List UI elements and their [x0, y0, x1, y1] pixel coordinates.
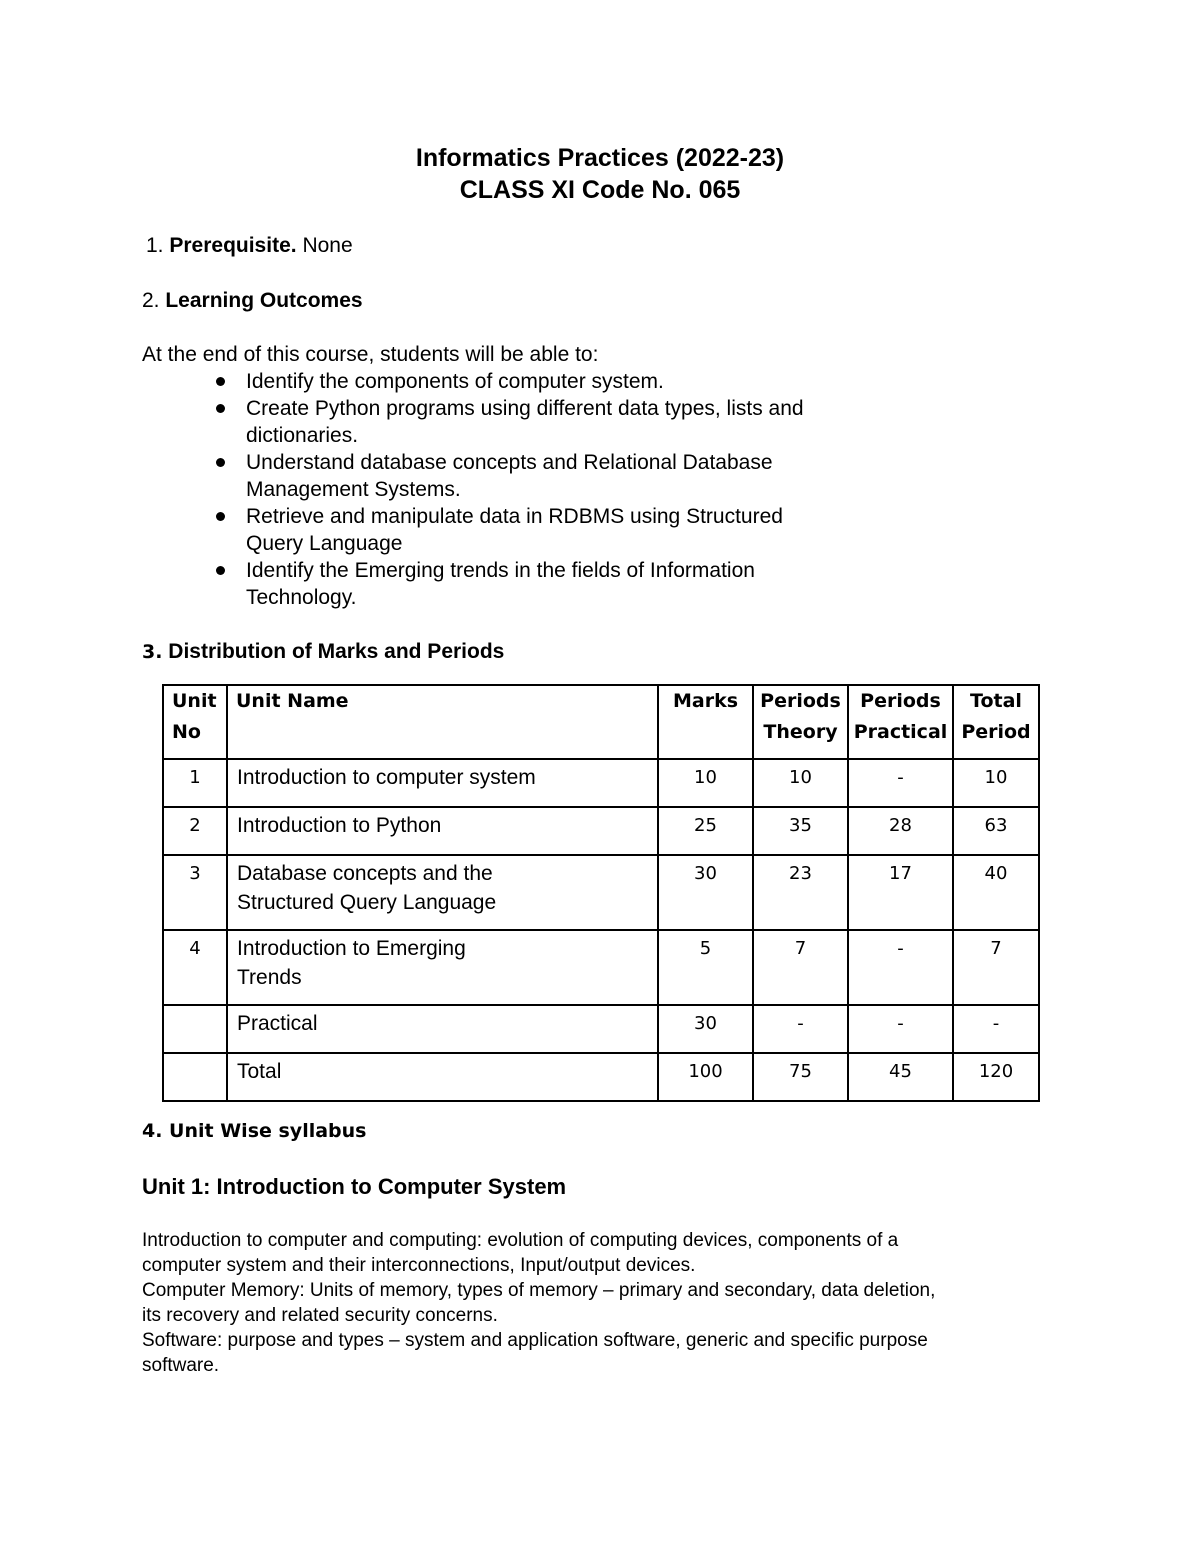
cell-unit-no	[163, 1005, 227, 1053]
cell-total-period: 7	[953, 930, 1039, 1005]
cell-periods-theory: 35	[753, 807, 848, 855]
prerequisite-value: None	[302, 234, 353, 257]
prerequisite-line	[146, 232, 353, 259]
column-header-periods-theory: Periods Theory	[753, 685, 848, 759]
list-item-text: Query Language	[246, 532, 403, 555]
cell-total-period: -	[953, 1005, 1039, 1053]
list-item-text: Management Systems.	[246, 478, 461, 501]
cell-marks: 30	[658, 855, 753, 930]
table-header-row	[163, 685, 1039, 759]
bullet-icon	[216, 566, 225, 575]
distribution-number: 3.	[142, 641, 163, 663]
cell-marks: 30	[658, 1005, 753, 1053]
table-row	[163, 930, 1039, 1005]
unit1-paragraph: Software: purpose and types – system and application software, generic and specific purpose software.	[142, 1330, 928, 1376]
learning-outcomes-heading	[142, 287, 363, 314]
cell-unit-name: Introduction to computer system	[227, 759, 658, 807]
cell-unit-name: Practical	[227, 1005, 658, 1053]
learning-outcomes-number: 2.	[142, 289, 160, 312]
table-row	[163, 807, 1039, 855]
list-item-text: Retrieve and manipulate data in RDBMS using Structured	[246, 505, 783, 528]
unit-wise-syllabus-heading: 4. Unit Wise syllabus	[142, 1120, 367, 1142]
prerequisite-label: Prerequisite.	[169, 234, 297, 257]
cell-unit-no: 2	[163, 807, 227, 855]
cell-unit-name: Total	[227, 1053, 658, 1101]
cell-periods-practical: 17	[848, 855, 953, 930]
list-item-text: Understand database concepts and Relational Database	[246, 451, 773, 474]
cell-periods-theory: 10	[753, 759, 848, 807]
list-item	[212, 368, 932, 395]
list-item	[212, 503, 932, 557]
bullet-icon	[216, 377, 225, 386]
cell-unit-name: Introduction to Python	[227, 807, 658, 855]
list-item-text: Identify the components of computer system.	[246, 370, 664, 393]
cell-total-period: 63	[953, 807, 1039, 855]
cell-total-period: 120	[953, 1053, 1039, 1101]
cell-unit-no: 3	[163, 855, 227, 930]
bullet-icon	[216, 404, 225, 413]
table-row	[163, 855, 1039, 930]
learning-outcomes-intro: At the end of this course, students will be able to:	[142, 343, 599, 366]
cell-periods-practical: -	[848, 930, 953, 1005]
column-header-total-period: Total Period	[953, 685, 1039, 759]
unit1-paragraph: Introduction to computer and computing: evolution of computing devices, components of a computer system and their interconnections, Input/output devices.	[142, 1230, 899, 1276]
column-header-unit-no: Unit No	[163, 685, 227, 759]
learning-outcomes-list	[212, 368, 932, 611]
cell-marks: 5	[658, 930, 753, 1005]
table-row	[163, 1005, 1039, 1053]
document-subtitle: CLASS XI Code No. 065	[459, 176, 741, 204]
cell-unit-name: Database concepts and the Structured Query Language	[227, 855, 658, 930]
unit1-body	[142, 1228, 1062, 1378]
learning-outcomes-title: Learning Outcomes	[165, 289, 363, 312]
document-title: Informatics Practices (2022-23)	[415, 144, 785, 172]
cell-unit-name: Introduction to Emerging Trends	[227, 930, 658, 1005]
prerequisite-number: 1.	[146, 234, 164, 257]
unit1-heading: Unit 1: Introduction to Computer System	[142, 1174, 567, 1199]
column-header-marks: Marks	[658, 685, 753, 759]
cell-total-period: 10	[953, 759, 1039, 807]
unit1-paragraph: Computer Memory: Units of memory, types of memory – primary and secondary, data deletion, its recovery and related security concerns.	[142, 1280, 936, 1326]
bullet-icon	[216, 458, 225, 467]
marks-distribution-table	[162, 684, 1040, 1102]
list-item-text: Identify the Emerging trends in the fields of Information	[246, 559, 755, 582]
bullet-icon	[216, 512, 225, 521]
cell-periods-practical: -	[848, 759, 953, 807]
cell-periods-theory: -	[753, 1005, 848, 1053]
cell-periods-theory: 23	[753, 855, 848, 930]
table-row	[163, 759, 1039, 807]
list-item-text: Technology.	[246, 586, 357, 609]
distribution-heading	[142, 638, 504, 666]
list-item	[212, 449, 932, 503]
cell-marks: 100	[658, 1053, 753, 1101]
cell-unit-no: 1	[163, 759, 227, 807]
distribution-title: Distribution of Marks and Periods	[168, 640, 505, 663]
cell-marks: 25	[658, 807, 753, 855]
cell-periods-theory: 75	[753, 1053, 848, 1101]
list-item	[212, 395, 932, 449]
cell-total-period: 40	[953, 855, 1039, 930]
cell-periods-practical: -	[848, 1005, 953, 1053]
cell-marks: 10	[658, 759, 753, 807]
column-header-periods-practical: Periods Practical	[848, 685, 953, 759]
list-item-text: Create Python programs using different data types, lists and	[246, 397, 804, 420]
cell-unit-no: 4	[163, 930, 227, 1005]
list-item-text: dictionaries.	[246, 424, 359, 447]
column-header-unit-name: Unit Name	[227, 685, 658, 759]
cell-periods-practical: 28	[848, 807, 953, 855]
cell-periods-practical: 45	[848, 1053, 953, 1101]
list-item	[212, 557, 932, 611]
cell-periods-theory: 7	[753, 930, 848, 1005]
cell-unit-no	[163, 1053, 227, 1101]
table-total-row	[163, 1053, 1039, 1101]
